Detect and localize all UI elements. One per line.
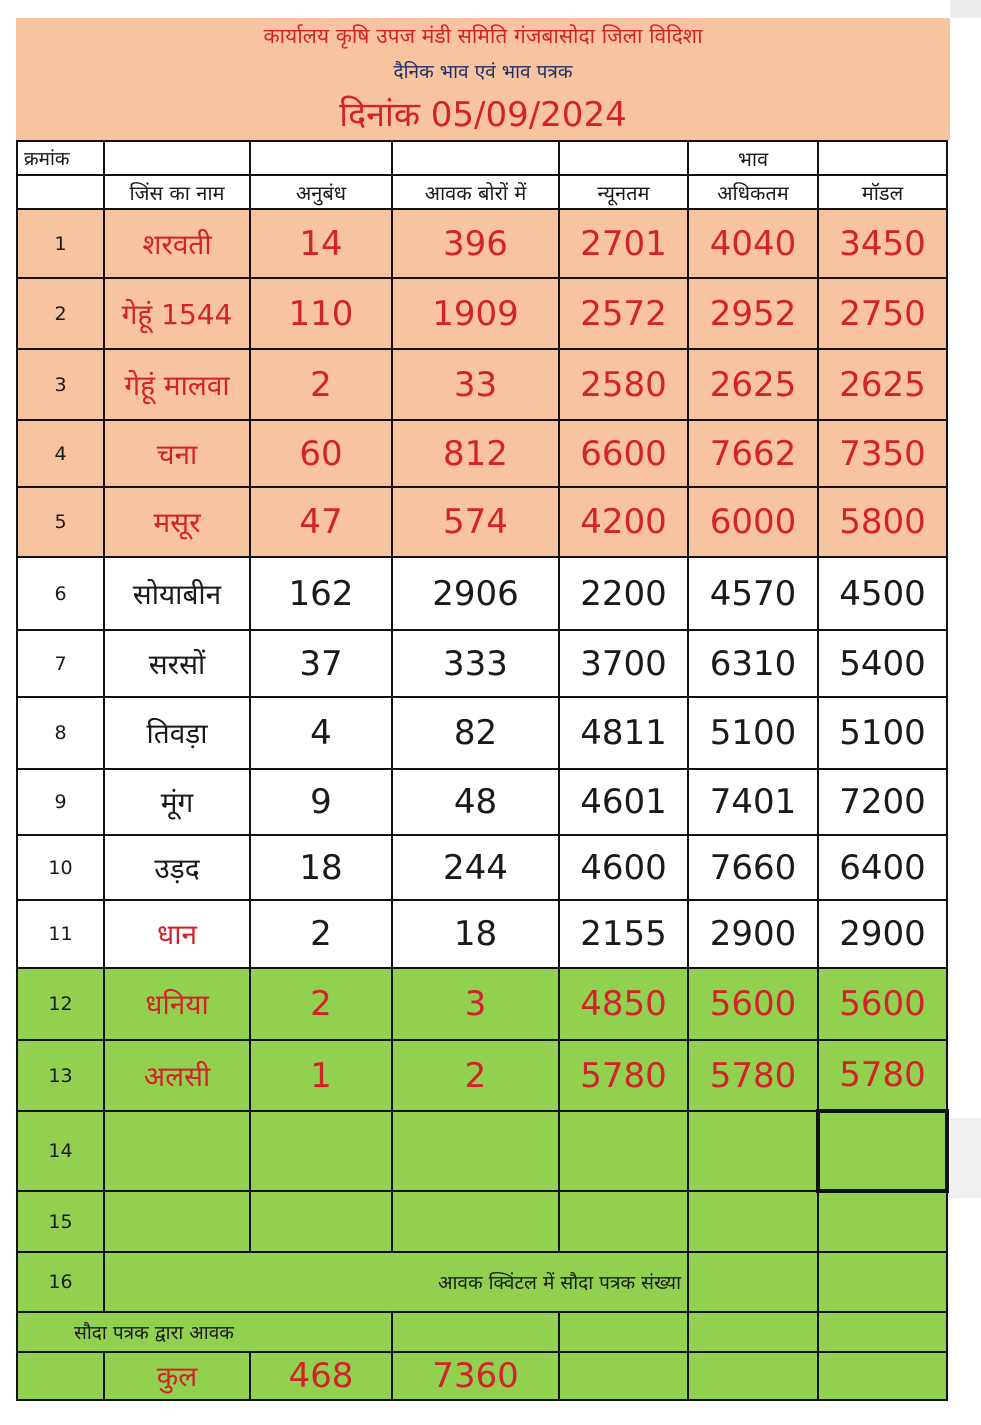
commodity-name: गेहूं 1544 xyxy=(104,278,250,349)
row-serial: 7 xyxy=(17,630,104,697)
commodity-name: धनिया xyxy=(104,968,250,1040)
modal-price: 4500 xyxy=(818,557,947,630)
commodity-name: मूंग xyxy=(104,769,250,835)
arrival-bags: 333 xyxy=(392,630,559,697)
min-price: 4600 xyxy=(559,835,688,900)
commodity-name: चना xyxy=(104,420,250,487)
row-serial: 9 xyxy=(17,769,104,835)
modal-price: 6400 xyxy=(818,835,947,900)
commodity-name: शरवती xyxy=(104,209,250,278)
table-row xyxy=(17,697,947,769)
max-price: 4040 xyxy=(688,209,818,278)
selected-cell[interactable] xyxy=(818,1111,947,1191)
header-row-bottom xyxy=(17,175,947,209)
note-row xyxy=(17,1252,947,1312)
empty-row xyxy=(17,1111,947,1191)
deal-row xyxy=(17,1312,947,1352)
note-text: आवक क्विंटल में सौदा पत्रक संख्या xyxy=(104,1252,688,1312)
serial-header: क्रमांक xyxy=(17,141,104,175)
min-price: 4811 xyxy=(559,697,688,769)
table-row xyxy=(17,1040,947,1111)
max-price: 5780 xyxy=(688,1040,818,1111)
min-price: 4200 xyxy=(559,487,688,557)
arrival-bags: 3 xyxy=(392,968,559,1040)
commodity-name: धान xyxy=(104,900,250,968)
arrival-header: आवक बोरों में xyxy=(392,175,559,209)
max-price: 2900 xyxy=(688,900,818,968)
arrival-bags: 396 xyxy=(392,209,559,278)
arrival-bags: 2 xyxy=(392,1040,559,1111)
modal-price: 2625 xyxy=(818,349,947,420)
contract-count: 9 xyxy=(250,769,392,835)
background-strip xyxy=(950,0,981,18)
table-row xyxy=(17,349,947,420)
min-price: 2580 xyxy=(559,349,688,420)
max-price: 2952 xyxy=(688,278,818,349)
empty-row xyxy=(17,1191,947,1252)
row-serial: 11 xyxy=(17,900,104,968)
row-serial: 10 xyxy=(17,835,104,900)
modal-price: 5800 xyxy=(818,487,947,557)
commodity-name: गेहूं मालवा xyxy=(104,349,250,420)
contract-count: 2 xyxy=(250,900,392,968)
modal-price: 5100 xyxy=(818,697,947,769)
arrival-bags: 33 xyxy=(392,349,559,420)
row-serial: 3 xyxy=(17,349,104,420)
price-group-header: भाव xyxy=(688,141,818,175)
contract-header: अनुबंध xyxy=(250,175,392,209)
contract-count: 47 xyxy=(250,487,392,557)
arrival-bags: 82 xyxy=(392,697,559,769)
modal-price: 5400 xyxy=(818,630,947,697)
max-price: 5100 xyxy=(688,697,818,769)
sheet-subtitle: दैनिक भाव एवं भाव पत्रक xyxy=(393,61,573,83)
modal-price: 2750 xyxy=(818,278,947,349)
table-row xyxy=(17,968,947,1040)
min-price: 2155 xyxy=(559,900,688,968)
arrival-bags: 48 xyxy=(392,769,559,835)
min-header: न्यूनतम xyxy=(559,175,688,209)
background-strip xyxy=(950,1118,981,1198)
total-arrival: 7360 xyxy=(392,1352,559,1400)
row-serial: 5 xyxy=(17,487,104,557)
row-serial: 4 xyxy=(17,420,104,487)
max-header: अधिकतम xyxy=(688,175,818,209)
contract-count: 37 xyxy=(250,630,392,697)
total-label: कुल xyxy=(104,1352,250,1400)
row-serial: 6 xyxy=(17,557,104,630)
arrival-bags: 1909 xyxy=(392,278,559,349)
contract-count: 2 xyxy=(250,968,392,1040)
table-row xyxy=(17,420,947,487)
row-serial: 8 xyxy=(17,697,104,769)
min-price: 5780 xyxy=(559,1040,688,1111)
total-row xyxy=(17,1352,947,1400)
modal-header: मॉडल xyxy=(818,175,947,209)
table-row xyxy=(17,209,947,278)
contract-count: 110 xyxy=(250,278,392,349)
max-price: 6310 xyxy=(688,630,818,697)
price-sheet xyxy=(16,18,950,1401)
commodity-name: अलसी xyxy=(104,1040,250,1111)
min-price: 2701 xyxy=(559,209,688,278)
contract-count: 60 xyxy=(250,420,392,487)
commodity-rows xyxy=(17,209,947,1111)
name-header: जिंस का नाम xyxy=(104,175,250,209)
deal-label: सौदा पत्रक द्वारा आवक xyxy=(17,1312,392,1352)
office-title: कार्यालय कृषि उपज मंडी समिति गंजबासोदा जिला विदिशा xyxy=(263,24,703,48)
max-price: 6000 xyxy=(688,487,818,557)
row-serial: 2 xyxy=(17,278,104,349)
modal-price: 3450 xyxy=(818,209,947,278)
arrival-bags: 2906 xyxy=(392,557,559,630)
row-serial: 12 xyxy=(17,968,104,1040)
max-price: 4570 xyxy=(688,557,818,630)
table-row xyxy=(17,278,947,349)
arrival-bags: 244 xyxy=(392,835,559,900)
modal-price: 5600 xyxy=(818,968,947,1040)
max-price: 2625 xyxy=(688,349,818,420)
sheet-date: दिनांक 05/09/2024 xyxy=(339,95,627,135)
table-row xyxy=(17,487,947,557)
header-row-top xyxy=(17,141,947,175)
row-serial: 16 xyxy=(17,1252,104,1312)
contract-count: 18 xyxy=(250,835,392,900)
sheet-header xyxy=(16,18,950,140)
max-price: 7662 xyxy=(688,420,818,487)
min-price: 4601 xyxy=(559,769,688,835)
commodity-name: तिवड़ा xyxy=(104,697,250,769)
arrival-bags: 18 xyxy=(392,900,559,968)
contract-count: 2 xyxy=(250,349,392,420)
table-row xyxy=(17,557,947,630)
min-price: 6600 xyxy=(559,420,688,487)
contract-count: 4 xyxy=(250,697,392,769)
max-price: 7401 xyxy=(688,769,818,835)
commodity-name: उड़द xyxy=(104,835,250,900)
max-price: 7660 xyxy=(688,835,818,900)
commodity-name: सरसों xyxy=(104,630,250,697)
contract-count: 1 xyxy=(250,1040,392,1111)
modal-price: 5780 xyxy=(818,1040,947,1111)
commodity-name: मसूर xyxy=(104,487,250,557)
arrival-bags: 574 xyxy=(392,487,559,557)
price-table xyxy=(16,140,949,1401)
commodity-name: सोयाबीन xyxy=(104,557,250,630)
row-serial: 15 xyxy=(17,1191,104,1252)
table-row xyxy=(17,630,947,697)
table-row xyxy=(17,900,947,968)
row-serial: 13 xyxy=(17,1040,104,1111)
min-price: 2200 xyxy=(559,557,688,630)
contract-count: 14 xyxy=(250,209,392,278)
modal-price: 7350 xyxy=(818,420,947,487)
table-row xyxy=(17,769,947,835)
max-price: 5600 xyxy=(688,968,818,1040)
min-price: 2572 xyxy=(559,278,688,349)
min-price: 3700 xyxy=(559,630,688,697)
contract-count: 162 xyxy=(250,557,392,630)
modal-price: 7200 xyxy=(818,769,947,835)
row-serial: 1 xyxy=(17,209,104,278)
table-row xyxy=(17,835,947,900)
total-contract: 468 xyxy=(250,1352,392,1400)
min-price: 4850 xyxy=(559,968,688,1040)
row-serial: 14 xyxy=(17,1111,104,1191)
modal-price: 2900 xyxy=(818,900,947,968)
arrival-bags: 812 xyxy=(392,420,559,487)
